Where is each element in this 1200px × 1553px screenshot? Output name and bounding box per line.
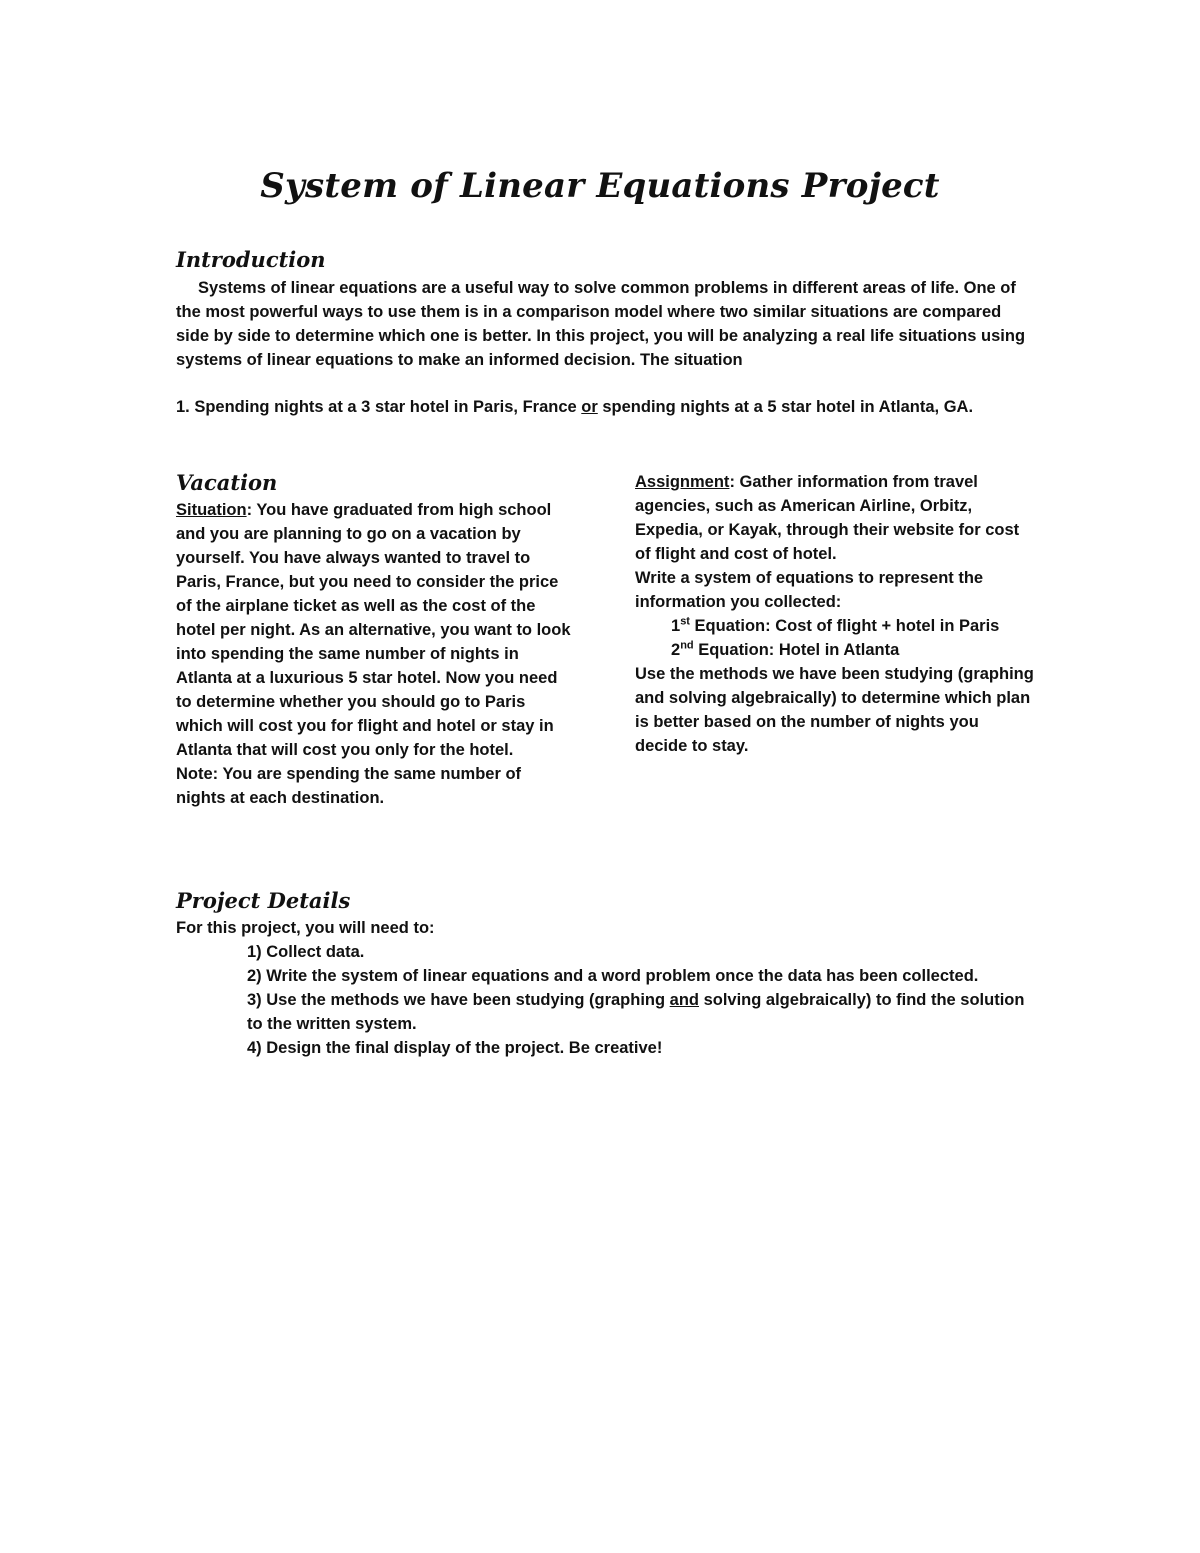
project-step-3-suffix: solving algebraically) to find the solution to the written system. <box>247 991 1025 1033</box>
equation-2-text: Equation: Hotel in Atlanta <box>693 641 900 659</box>
assignment-column <box>635 470 1035 758</box>
project-step-1: 1) Collect data. <box>247 943 365 961</box>
equation-2-ordinal: nd <box>680 639 694 652</box>
equation-2-number: 2 <box>671 641 681 659</box>
assignment-paragraph <box>635 470 1035 566</box>
project-step-3 <box>176 988 1036 1036</box>
project-step-2: 2) Write the system of linear equations and a word problem once the data has been collected. <box>247 967 979 985</box>
project-details-body <box>176 916 1036 1060</box>
situation-label: Situation <box>176 501 247 519</box>
vacation-heading: Vacation <box>176 470 278 495</box>
assignment-text: : Gather information from travel agencies, such as American Airline, Orbitz, Expedia, or Kayak, through their website for cost of flight and cost of hotel. <box>635 473 1020 563</box>
vacation-column <box>176 498 571 810</box>
situation-item-or: or <box>581 398 598 416</box>
project-details-heading: Project Details <box>176 888 351 913</box>
project-details-intro: For this project, you will need to: <box>176 919 435 937</box>
equation-1 <box>635 614 1035 638</box>
equation-1-ordinal: st <box>680 615 690 628</box>
equation-1-text: Equation: Cost of flight + hotel in Paris <box>689 617 1000 635</box>
project-step-3-prefix: 3) Use the methods we have been studying (graphing <box>247 991 670 1009</box>
introduction-heading: Introduction <box>176 247 326 272</box>
vacation-note: Note: You are spending the same number of nights at each destination. <box>176 765 522 807</box>
introduction-paragraph <box>176 276 1036 372</box>
methods-text: Use the methods we have been studying (graphing and solving algebraically) to determine which plan is better based on the number of nights you decide to stay. <box>635 665 1034 755</box>
equation-2 <box>635 638 1035 662</box>
write-system-text: Write a system of equations to represent the information you collected: <box>635 569 984 611</box>
situation-item-suffix: spending nights at a 5 star hotel in Atlanta, GA. <box>597 398 974 416</box>
situation-list-item <box>176 395 1076 419</box>
project-step-3-and: and <box>669 991 699 1009</box>
situation-text: : You have graduated from high school and you are planning to go on a vacation by yourself. You have always wanted to travel to Paris, France, but you need to consider the price of the airplane ticket as well as the cost of the hotel per night. As an alternative, you want to look into spending the same number of nights in Atlanta at a luxurious 5 star hotel. Now you need to determine whether you should go to Paris which will cost you for flight and hotel or stay in Atlanta that will cost you only for the hotel. <box>176 501 571 759</box>
equation-1-number: 1 <box>671 617 681 635</box>
introduction-paragraph-text: Systems of linear equations are a useful way to solve common problems in different areas of life. One of the most powerful ways to use them is in a comparison model where two similar situations are compared side by side to determine which one is better. In this project, you will be analyzing a real life situations using systems of linear equations to make an informed decision. The situation <box>176 279 1026 369</box>
situation-item-prefix: 1. Spending nights at a 3 star hotel in Paris, France <box>176 398 582 416</box>
assignment-label: Assignment <box>635 473 730 491</box>
project-step-4: 4) Design the final display of the project. Be creative! <box>247 1039 663 1057</box>
situation-paragraph <box>176 498 571 762</box>
page-title: System of Linear Equations Project <box>260 166 940 206</box>
